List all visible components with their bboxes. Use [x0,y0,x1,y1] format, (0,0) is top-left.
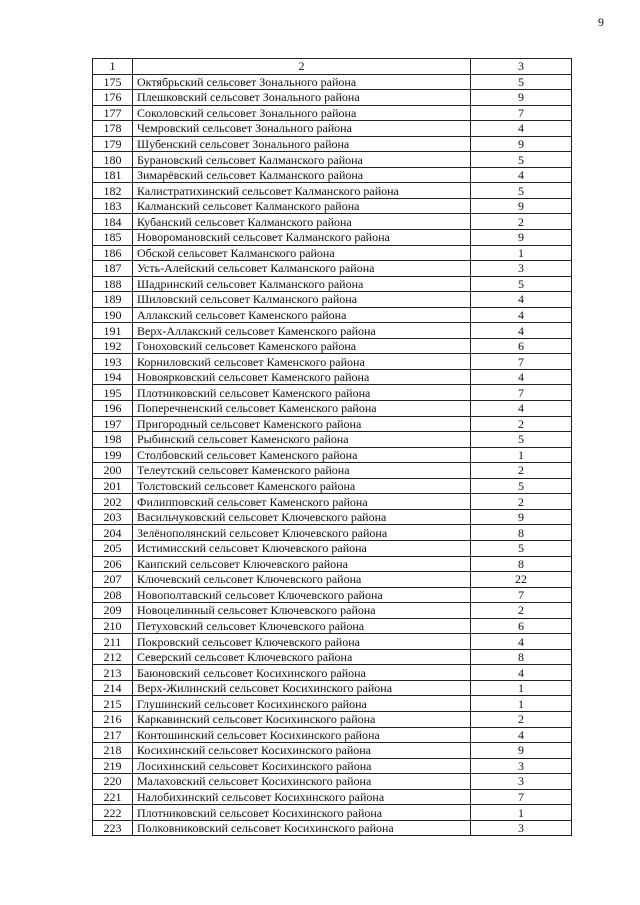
municipality-name: Поперечненский сельсовет Каменского района [133,401,471,417]
table-row [93,152,572,168]
municipality-name: Калистратихинский сельсовет Калманского района [133,183,471,199]
municipality-name: Шиловский сельсовет Калманского района [133,292,471,308]
municipality-name: Чемровский сельсовет Зонального района [133,121,471,137]
municipality-name: Толстовский сельсовет Каменского района [133,478,471,494]
municipality-name: Зимарёвский сельсовет Калманского района [133,167,471,183]
row-value: 7 [471,354,572,370]
municipality-name: Плешковский сельсовет Зонального района [133,90,471,106]
municipality-name: Калманский сельсовет Калманского района [133,198,471,214]
table-row [93,338,572,354]
row-number: 194 [93,369,133,385]
municipality-name: Глушинский сельсовет Косихинского района [133,696,471,712]
row-number: 213 [93,665,133,681]
row-number: 197 [93,416,133,432]
row-number: 199 [93,447,133,463]
municipality-name: Усть-Алейский сельсовет Калманского района [133,261,471,277]
municipality-name: Каркавинский сельсовет Косихинского района [133,711,471,727]
table-row [93,478,572,494]
row-value: 6 [471,618,572,634]
table-row [93,385,572,401]
table-row [93,789,572,805]
row-value: 6 [471,338,572,354]
row-value: 9 [471,136,572,152]
municipality-name: Косихинский сельсовет Косихинского района [133,743,471,759]
table-row [93,276,572,292]
table-row [93,354,572,370]
row-number: 182 [93,183,133,199]
row-number: 192 [93,338,133,354]
row-value: 1 [471,696,572,712]
municipality-name: Верх-Жилинский сельсовет Косихинского района [133,680,471,696]
municipality-name: Телеутский сельсовет Каменского района [133,463,471,479]
row-value: 5 [471,276,572,292]
table-row [93,758,572,774]
municipality-name: Баюновский сельсовет Косихинского района [133,665,471,681]
row-value: 9 [471,198,572,214]
table-row [93,307,572,323]
municipality-name: Кубанский сельсовет Калманского района [133,214,471,230]
row-value: 7 [471,587,572,603]
table-row [93,494,572,510]
row-value: 1 [471,245,572,261]
row-number: 185 [93,230,133,246]
page-number: 9 [598,15,604,29]
row-number: 210 [93,618,133,634]
municipality-name: Петуховский сельсовет Ключевского района [133,618,471,634]
row-value: 5 [471,74,572,90]
row-number: 222 [93,805,133,821]
row-number: 203 [93,509,133,525]
table-row [93,292,572,308]
table-row [93,540,572,556]
row-value: 4 [471,634,572,650]
table-row [93,121,572,137]
table-row [93,214,572,230]
municipality-name: Новоярковский сельсовет Каменского района [133,369,471,385]
municipality-name: Октябрьский сельсовет Зонального района [133,74,471,90]
row-value: 2 [471,463,572,479]
municipality-name: Бурановский сельсовет Калманского района [133,152,471,168]
row-value: 5 [471,152,572,168]
row-number: 211 [93,634,133,650]
table-row [93,261,572,277]
municipality-name: Пригородный сельсовет Каменского района [133,416,471,432]
municipality-name: Лосихинский сельсовет Косихинского района [133,758,471,774]
table-row [93,634,572,650]
row-value: 4 [471,323,572,339]
table-row [93,416,572,432]
row-number: 187 [93,261,133,277]
municipality-name: Гоноховский сельсовет Каменского района [133,338,471,354]
row-value: 4 [471,292,572,308]
row-value: 4 [471,307,572,323]
row-value: 8 [471,649,572,665]
row-number: 198 [93,432,133,448]
table-row [93,245,572,261]
row-value: 9 [471,230,572,246]
municipality-name: Северский сельсовет Ключевского района [133,649,471,665]
row-value: 3 [471,758,572,774]
row-number: 193 [93,354,133,370]
table-body [93,74,572,836]
row-number: 189 [93,292,133,308]
row-value: 9 [471,90,572,106]
municipality-name: Каипский сельсовет Ключевского района [133,556,471,572]
row-number: 208 [93,587,133,603]
table-row [93,323,572,339]
municipality-name: Соколовский сельсовет Зонального района [133,105,471,121]
row-value: 2 [471,711,572,727]
row-number: 215 [93,696,133,712]
row-number: 217 [93,727,133,743]
row-number: 219 [93,758,133,774]
column-header-value: 3 [471,59,572,75]
municipality-name: Покровский сельсовет Ключевского района [133,634,471,650]
row-value: 1 [471,805,572,821]
row-value: 5 [471,540,572,556]
municipality-name: Филипповский сельсовет Каменского района [133,494,471,510]
row-value: 5 [471,183,572,199]
row-value: 1 [471,447,572,463]
table-row [93,696,572,712]
municipality-name: Корниловский сельсовет Каменского района [133,354,471,370]
municipality-name: Зелёнополянский сельсовет Ключевского района [133,525,471,541]
row-value: 4 [471,369,572,385]
row-number: 223 [93,820,133,836]
row-number: 216 [93,711,133,727]
table-row [93,230,572,246]
row-number: 202 [93,494,133,510]
municipality-name: Плотниковский сельсовет Косихинского района [133,805,471,821]
municipality-name: Васильчуковский сельсовет Ключевского района [133,509,471,525]
row-value: 9 [471,509,572,525]
table-row [93,587,572,603]
table-row [93,167,572,183]
municipality-name: Плотниковский сельсовет Каменского района [133,385,471,401]
row-number: 209 [93,603,133,619]
row-value: 3 [471,261,572,277]
column-header-number: 1 [93,59,133,75]
row-number: 186 [93,245,133,261]
table-row [93,743,572,759]
row-number: 184 [93,214,133,230]
municipality-name: Полковниковский сельсовет Косихинского района [133,820,471,836]
table-row [93,727,572,743]
row-number: 191 [93,323,133,339]
municipality-name: Аллакский сельсовет Каменского района [133,307,471,323]
table-row [93,447,572,463]
table-row [93,369,572,385]
municipality-name: Малаховский сельсовет Косихинского района [133,774,471,790]
table-row [93,556,572,572]
municipality-name: Новоцелинный сельсовет Ключевского района [133,603,471,619]
municipality-name: Ключевский сельсовет Ключевского района [133,572,471,588]
table-row [93,618,572,634]
row-value: 4 [471,167,572,183]
row-value: 7 [471,385,572,401]
table-row [93,198,572,214]
row-number: 196 [93,401,133,417]
row-number: 176 [93,90,133,106]
row-value: 8 [471,525,572,541]
municipality-name: Налобихинский сельсовет Косихинского района [133,789,471,805]
table-row [93,463,572,479]
row-value: 2 [471,603,572,619]
table-row [93,572,572,588]
table-row [93,183,572,199]
municipality-name: Истимисский сельсовет Ключевского района [133,540,471,556]
table-row [93,711,572,727]
row-value: 4 [471,121,572,137]
row-number: 178 [93,121,133,137]
row-number: 177 [93,105,133,121]
row-number: 200 [93,463,133,479]
row-number: 220 [93,774,133,790]
municipality-name: Столбовский сельсовет Каменского района [133,447,471,463]
table-row [93,105,572,121]
row-number: 181 [93,167,133,183]
row-value: 4 [471,727,572,743]
row-value: 3 [471,774,572,790]
row-value: 2 [471,214,572,230]
row-number: 218 [93,743,133,759]
municipality-name: Шубенский сельсовет Зонального района [133,136,471,152]
row-number: 201 [93,478,133,494]
municipality-name: Верх-Аллакский сельсовет Каменского района [133,323,471,339]
table-row [93,525,572,541]
table-row [93,680,572,696]
row-value: 7 [471,789,572,805]
row-number: 221 [93,789,133,805]
row-number: 188 [93,276,133,292]
table-header-row [93,59,572,75]
row-value: 4 [471,665,572,681]
table-row [93,136,572,152]
row-value: 3 [471,820,572,836]
table-row [93,74,572,90]
table-row [93,90,572,106]
row-number: 195 [93,385,133,401]
row-value: 9 [471,743,572,759]
table-row [93,603,572,619]
row-value: 8 [471,556,572,572]
row-value: 22 [471,572,572,588]
table-row [93,509,572,525]
row-value: 2 [471,416,572,432]
row-value: 5 [471,432,572,448]
municipality-name: Рыбинский сельсовет Каменского района [133,432,471,448]
municipality-name: Новоромановский сельсовет Калманского района [133,230,471,246]
row-value: 7 [471,105,572,121]
table-row [93,665,572,681]
municipality-name: Шадринский сельсовет Калманского района [133,276,471,292]
municipalities-table [92,58,572,836]
row-number: 212 [93,649,133,665]
row-number: 206 [93,556,133,572]
municipality-name: Обской сельсовет Калманского района [133,245,471,261]
table-row [93,649,572,665]
row-number: 175 [93,74,133,90]
municipality-name: Контошинский сельсовет Косихинского района [133,727,471,743]
table-row [93,432,572,448]
municipality-name: Новополтавский сельсовет Ключевского района [133,587,471,603]
row-number: 205 [93,540,133,556]
table-row [93,820,572,836]
row-number: 214 [93,680,133,696]
row-number: 179 [93,136,133,152]
row-value: 2 [471,494,572,510]
row-value: 5 [471,478,572,494]
row-number: 183 [93,198,133,214]
column-header-name: 2 [133,59,471,75]
table-row [93,401,572,417]
row-number: 207 [93,572,133,588]
row-value: 1 [471,680,572,696]
row-number: 180 [93,152,133,168]
table-row [93,774,572,790]
table-row [93,805,572,821]
row-value: 4 [471,401,572,417]
row-number: 204 [93,525,133,541]
row-number: 190 [93,307,133,323]
